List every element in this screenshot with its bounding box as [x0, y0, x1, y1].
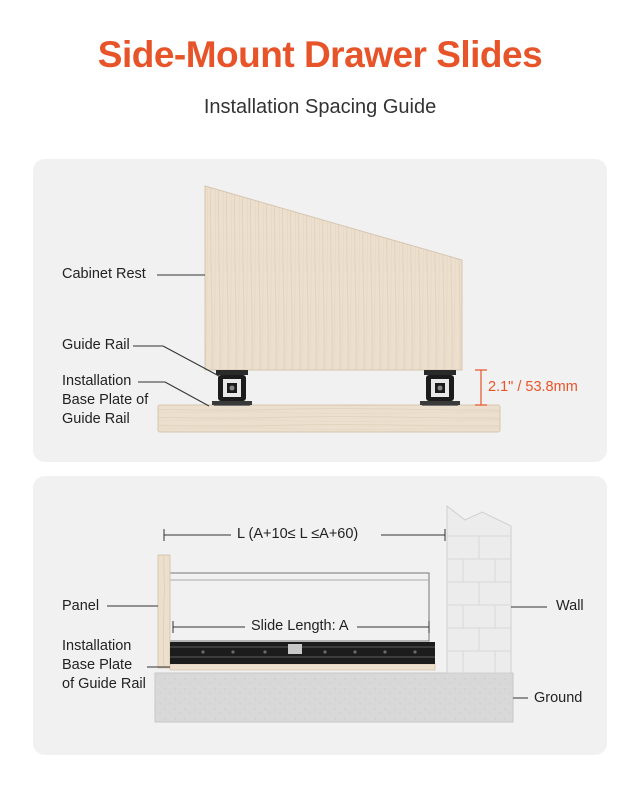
side-view-diagram: [33, 476, 607, 755]
label-panel: Panel: [62, 598, 100, 614]
label-cabinet-rest: Cabinet Rest: [62, 266, 146, 282]
label-guide-rail: Guide Rail: [62, 337, 130, 353]
label-side-base-plate-line1: Installation: [62, 638, 132, 654]
label-length-dimension: L (A+10≤ L ≤A+60): [237, 526, 359, 542]
label-wall: Wall: [556, 598, 584, 614]
ground: [155, 673, 513, 722]
side-base-plate: [170, 664, 435, 670]
base-plate-board: [158, 405, 500, 432]
front-view-panel: [33, 159, 607, 462]
slide-rail: [170, 642, 435, 664]
label-side-base-plate-line3: of Guide Rail: [62, 676, 146, 692]
label-side-base-plate-line2: Base Plate: [62, 657, 133, 673]
page-title: Side-Mount Drawer Slides: [97, 34, 543, 75]
dimension-label: 2.1" / 53.8mm: [488, 379, 578, 395]
page-subtitle: Installation Spacing Guide: [203, 96, 437, 118]
side-view-panel: [33, 476, 607, 755]
label-base-plate-line2: Base Plate of: [62, 392, 149, 408]
label-base-plate-line1: Installation: [62, 373, 132, 389]
label-ground: Ground: [534, 690, 583, 706]
guide-rail-right: [420, 370, 460, 406]
label-base-plate-line3: Guide Rail: [62, 411, 130, 427]
wall: [447, 506, 511, 673]
drawer-panel: [158, 555, 170, 668]
label-slide-length: Slide Length: A: [251, 618, 349, 634]
cabinet-rest: [205, 186, 462, 370]
